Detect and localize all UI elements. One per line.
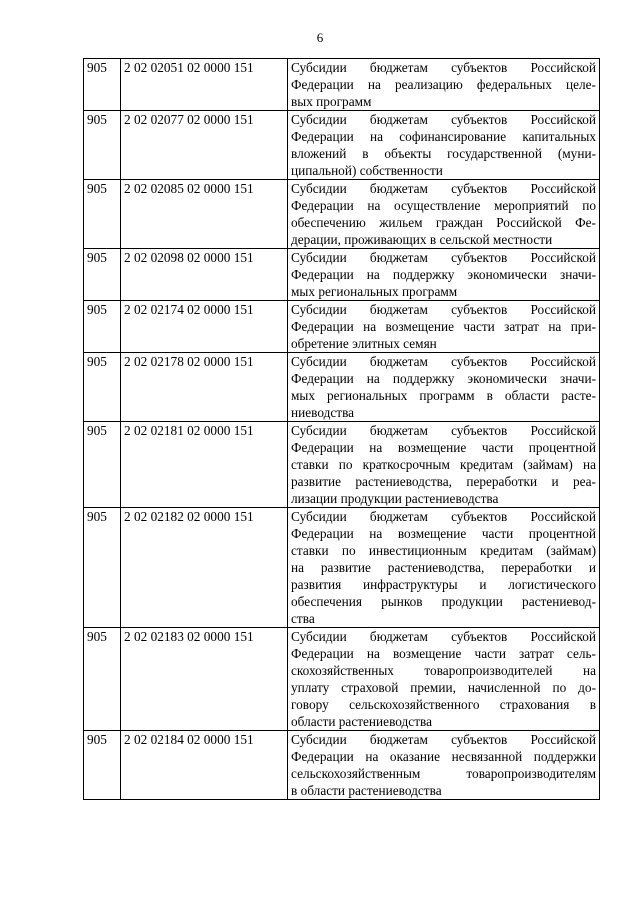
description-line: ства <box>291 611 315 626</box>
description-line: Федерации на осуществление мероприятий по <box>291 198 596 213</box>
description-cell <box>288 731 600 800</box>
description-line: Субсидии бюджетам субъектов Российской <box>291 354 596 369</box>
table-row <box>84 353 600 422</box>
description-line: мых региональных программ в области расте- <box>291 388 596 403</box>
admin-code-cell: 905 <box>84 508 121 628</box>
description-line: обеспечения рынков продукции растениевод- <box>291 594 596 609</box>
description-cell <box>288 59 600 111</box>
description-line: на развитие растениеводства, переработки и <box>291 560 596 575</box>
classifier-code-cell: 2 02 02098 02 0000 151 <box>121 249 288 301</box>
admin-code-cell: 905 <box>84 353 121 422</box>
description-line: Федерации на поддержку экономически значи- <box>291 371 596 386</box>
description-line: Субсидии бюджетам субъектов Российской <box>291 60 596 75</box>
description-cell <box>288 301 600 353</box>
description-line: лизации продукции растениеводства <box>291 491 499 506</box>
table-body <box>84 59 600 800</box>
description-line: Субсидии бюджетам субъектов Российской <box>291 629 596 644</box>
description-line: развитие растениеводства, переработки и реа- <box>291 474 596 489</box>
description-line: сельскохозяйственным товаропроизводителям <box>291 766 596 781</box>
description-line: в области растениеводства <box>291 783 442 798</box>
description-line: Субсидии бюджетам субъектов Российской <box>291 732 596 747</box>
description-line: вых программ <box>291 94 372 109</box>
description-line: Субсидии бюджетам субъектов Российской <box>291 181 596 196</box>
description-line: Федерации на оказание несвязанной поддержки <box>291 749 596 764</box>
description-line: ниеводства <box>291 405 355 420</box>
description-cell <box>288 628 600 731</box>
description-line: Субсидии бюджетам субъектов Российской <box>291 423 596 438</box>
table-row <box>84 301 600 353</box>
classifier-code-cell: 2 02 02051 02 0000 151 <box>121 59 288 111</box>
description-line: Федерации на возмещение части процентной <box>291 526 596 541</box>
description-line: Федерации на возмещение части затрат на при- <box>291 319 596 334</box>
table-row <box>84 59 600 111</box>
classifier-code-cell: 2 02 02182 02 0000 151 <box>121 508 288 628</box>
classifier-code-cell: 2 02 02085 02 0000 151 <box>121 180 288 249</box>
description-line: говору сельскохозяйственного страхования в <box>291 697 596 712</box>
description-line: Субсидии бюджетам субъектов Российской <box>291 112 596 127</box>
description-line: скохозяйственных товаропроизводителей на <box>291 663 596 678</box>
admin-code-cell: 905 <box>84 301 121 353</box>
table-row <box>84 628 600 731</box>
description-line: Субсидии бюджетам субъектов Российской <box>291 250 596 265</box>
description-line: развития инфраструктуры и логистического <box>291 577 596 592</box>
description-cell <box>288 353 600 422</box>
budget-classification-table <box>83 58 600 800</box>
description-line: ставки по инвестиционным кредитам (займам) <box>291 543 596 558</box>
description-line: Федерации на поддержку экономически значи- <box>291 267 596 282</box>
description-line: Федерации на возмещение части затрат сель- <box>291 646 596 661</box>
description-line: Федерации на возмещение части процентной <box>291 440 596 455</box>
description-line: Субсидии бюджетам субъектов Российской <box>291 302 596 317</box>
classifier-code-cell: 2 02 02178 02 0000 151 <box>121 353 288 422</box>
admin-code-cell: 905 <box>84 628 121 731</box>
description-line: мых региональных программ <box>291 284 458 299</box>
description-line: ставки по краткосрочным кредитам (займам) на <box>291 457 596 472</box>
table-row <box>84 249 600 301</box>
description-cell <box>288 508 600 628</box>
description-line: ципальной) собственности <box>291 163 443 178</box>
description-line: Федерации на софинансирование капитальных <box>291 129 596 144</box>
table-row <box>84 731 600 800</box>
classifier-code-cell: 2 02 02077 02 0000 151 <box>121 111 288 180</box>
admin-code-cell: 905 <box>84 731 121 800</box>
page-number: 6 <box>316 30 324 45</box>
admin-code-cell: 905 <box>84 180 121 249</box>
admin-code-cell: 905 <box>84 249 121 301</box>
classifier-code-cell: 2 02 02174 02 0000 151 <box>121 301 288 353</box>
table-row <box>84 180 600 249</box>
classifier-code-cell: 2 02 02183 02 0000 151 <box>121 628 288 731</box>
admin-code-cell: 905 <box>84 111 121 180</box>
description-cell <box>288 249 600 301</box>
classifier-code-cell: 2 02 02181 02 0000 151 <box>121 422 288 508</box>
admin-code-cell: 905 <box>84 59 121 111</box>
admin-code-cell: 905 <box>84 422 121 508</box>
description-line: вложений в объекты государственной (муни- <box>291 146 596 161</box>
description-line: области растениеводства <box>291 714 433 729</box>
description-line: обеспечению жильем граждан Российской Фе- <box>291 215 596 230</box>
description-line: Федерации на реализацию федеральных целе- <box>291 77 596 92</box>
table-row <box>84 111 600 180</box>
table-row <box>84 508 600 628</box>
table-row <box>84 422 600 508</box>
description-cell <box>288 111 600 180</box>
description-line: обретение элитных семян <box>291 336 437 351</box>
description-line: уплату страховой премии, начисленной по до- <box>291 680 596 695</box>
classifier-code-cell: 2 02 02184 02 0000 151 <box>121 731 288 800</box>
description-line: Субсидии бюджетам субъектов Российской <box>291 509 596 524</box>
description-line: дерации, проживающих в сельской местности <box>291 232 553 247</box>
description-cell <box>288 422 600 508</box>
description-cell <box>288 180 600 249</box>
